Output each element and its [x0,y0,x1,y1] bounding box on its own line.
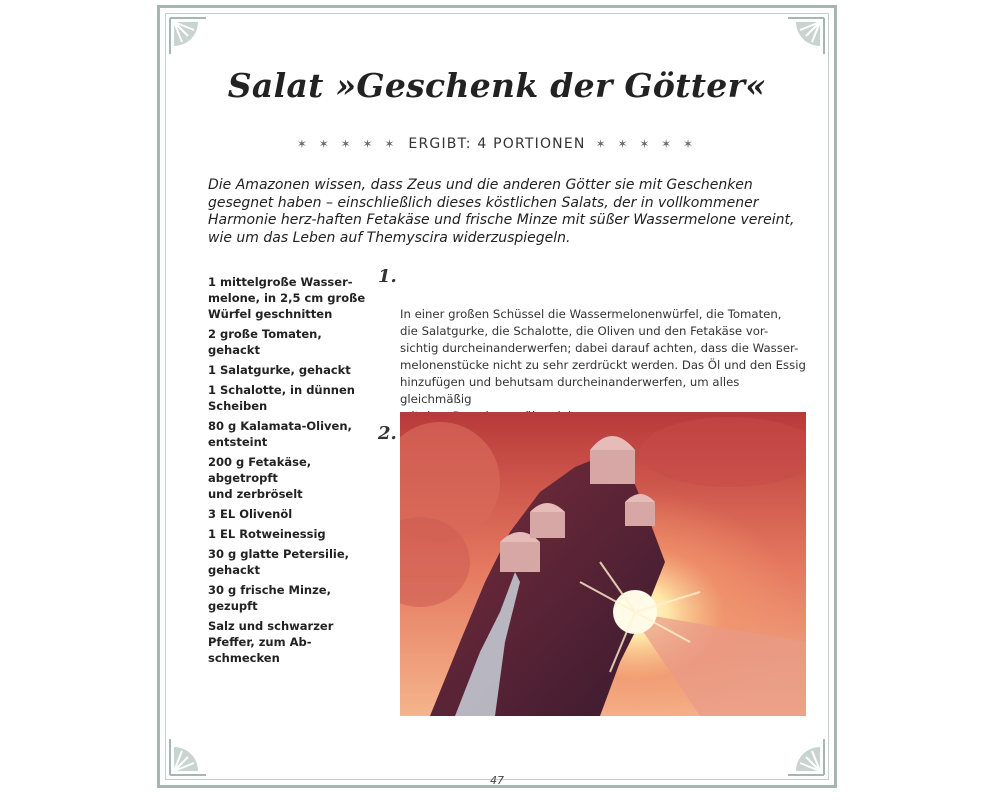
yield-line [160,136,834,152]
ingredient-list [208,274,368,670]
yield-label: ERGIBT: 4 PORTIONEN [408,136,586,152]
recipe-page [157,5,837,788]
ingredient-item: 1 Salatgurke, gehackt [208,363,351,377]
step-number: 2. [378,423,397,444]
step-item [378,266,808,425]
ingredient-item: 1 EL Rotweinessig [208,527,326,541]
page-number: 47 [490,774,504,787]
corner-ornament-icon [786,16,826,56]
corner-ornament-icon [168,16,208,56]
ingredient-item: 30 g frische Minze, gezupft [208,583,331,613]
corner-ornament-icon [168,737,208,777]
step-number: 1. [378,266,397,287]
step-text: In einer großen Schüssel die Wassermelonenwürfel, die Tomaten, die Salatgurke, die Schalotte, die Oliven und den Fetakäse vor- sichtig durcheinanderwerfen; dabei darauf achten, dass die Wasser- melonenstücke nicht zu sehr zerdrückt werden. Das Öl und den Essig hinzufügen und behutsam durcheinanderwerfen, um alles gleichmäßig [400,307,806,406]
recipe-intro: Die Amazonen wissen, dass Zeus und die anderen Götter sie mit Geschenken gesegnet haben – einschließlich dieses köstlichen Salats, der in vollkommener Harmonie herz-haften Fetakäse und frische Minze mit süßer Wassermelone vereint, wie um das Leben auf Themyscira widerzuspiegeln. [208,177,795,246]
ingredient-item: Salz und schwarzer Pfeffer, zum Ab- schmecken [208,619,334,665]
ingredient-item: 1 mittelgroße Wasser- melone, in 2,5 cm große Würfel geschnitten [208,275,366,321]
ingredient-item: 80 g Kalamata-Oliven, entsteint [208,419,352,449]
corner-ornament-icon [786,737,826,777]
star-divider-icon: ✶ ✶ ✶ ✶ ✶ [296,137,399,151]
recipe-title: Salat »Geschenk der Götter« [227,66,767,105]
themyscira-illustration [400,412,806,716]
ingredient-item: 30 g glatte Petersilie, gehackt [208,547,350,577]
ingredient-item: 2 große Tomaten, gehackt [208,327,322,357]
ingredient-item: 1 Schalotte, in dünnen Scheiben [208,383,355,413]
ingredient-item: 200 g Fetakäse, abgetropft und zerbröselt [208,455,312,501]
star-divider-icon: ✶ ✶ ✶ ✶ ✶ [595,137,698,151]
ingredient-item: 3 EL Olivenöl [208,507,293,521]
